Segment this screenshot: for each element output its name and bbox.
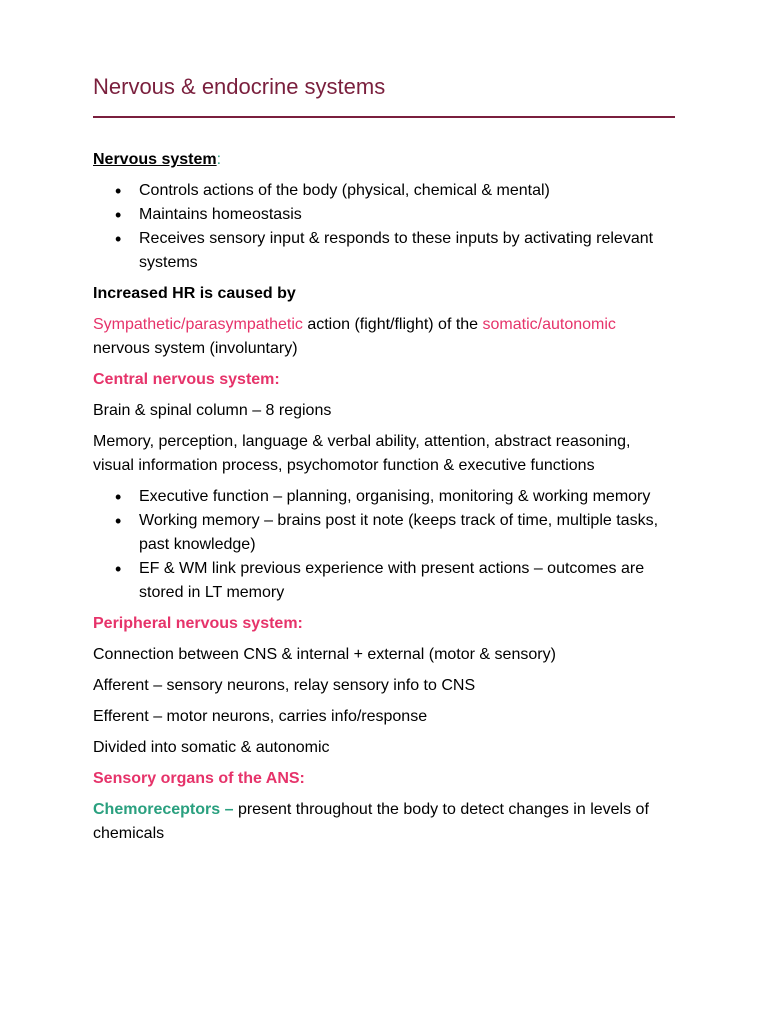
increased-hr-paragraph xyxy=(93,313,675,361)
nervous-system-list xyxy=(93,179,675,275)
list-item: • Controls actions of the body (physical, chemical & mental) xyxy=(139,179,675,203)
nervous-system-heading-text: Nervous system xyxy=(93,151,217,168)
increased-hr-text-1: action (fight/flight) of the xyxy=(302,316,483,333)
cns-list xyxy=(93,485,675,605)
page-title: Nervous & endocrine systems xyxy=(93,74,386,99)
list-item: • Working memory – brains post it note (keeps track of time, multiple tasks, past knowledge) xyxy=(139,509,675,557)
pns-line: Efferent – motor neurons, carries info/response xyxy=(93,708,428,725)
document-body xyxy=(93,148,675,853)
list-item: • Receives sensory input & responds to these inputs by activating relevant systems xyxy=(139,227,675,275)
pns-line: Afferent – sensory neurons, relay sensory info to CNS xyxy=(93,677,476,694)
increased-hr-heading: Increased HR is caused by xyxy=(93,285,296,302)
title-divider xyxy=(93,116,675,118)
list-item: • Maintains homeostasis xyxy=(139,203,675,227)
list-item: • Executive function – planning, organising, monitoring & working memory xyxy=(139,485,675,509)
term-chemoreceptors: Chemoreceptors – xyxy=(93,801,234,818)
sensory-organs-heading: Sensory organs of the ANS: xyxy=(93,770,305,787)
term-sympathetic: Sympathetic/parasympathetic xyxy=(93,316,303,333)
chemoreceptors-text: present throughout the body to detect changes in levels of chemicals xyxy=(93,801,649,842)
term-somatic: somatic/autonomic xyxy=(482,316,616,333)
nervous-system-heading-colon: : xyxy=(216,151,222,168)
chemoreceptors-paragraph xyxy=(93,798,675,846)
cns-line-1: Brain & spinal column – 8 regions xyxy=(93,402,332,419)
cns-heading: Central nervous system: xyxy=(93,371,280,388)
list-item: • EF & WM link previous experience with present actions – outcomes are stored in LT memory xyxy=(139,557,675,605)
increased-hr-text-2: nervous system (involuntary) xyxy=(93,340,298,357)
cns-line-2: Memory, perception, language & verbal ability, attention, abstract reasoning, visual information process, psychomotor function & executive functions xyxy=(93,433,631,474)
nervous-system-heading xyxy=(93,148,675,172)
pns-line: Connection between CNS & internal + external (motor & sensory) xyxy=(93,646,556,663)
pns-line: Divided into somatic & autonomic xyxy=(93,739,330,756)
pns-heading: Peripheral nervous system: xyxy=(93,615,303,632)
